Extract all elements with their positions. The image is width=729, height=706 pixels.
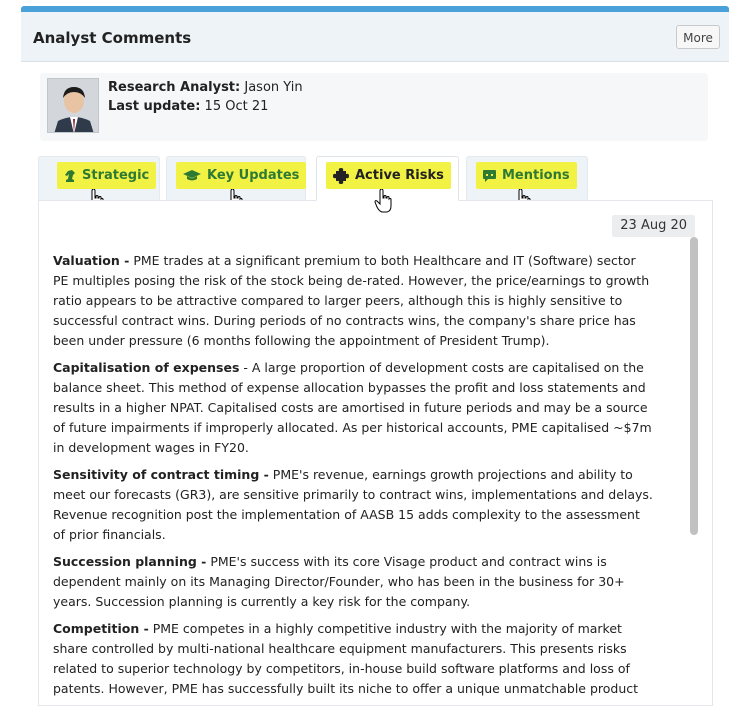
tab-active-risks[interactable] <box>316 156 459 201</box>
graduation-cap-icon <box>183 170 201 182</box>
tab-mentions-label: Mentions <box>502 168 570 183</box>
hand-pointer-icon <box>374 189 392 213</box>
tab-active-risks-label: Active Risks <box>355 168 444 183</box>
puzzle-piece-icon <box>333 168 349 184</box>
risk-paragraph-capitalisation <box>53 358 653 458</box>
risk-paragraph-competition <box>53 619 653 699</box>
risks-text <box>53 251 653 706</box>
risk-heading: Succession planning - <box>53 554 207 569</box>
last-update-line <box>108 99 268 114</box>
content-scrollbar[interactable] <box>690 237 698 535</box>
tab-content-active-risks <box>38 200 713 706</box>
risk-heading: Sensitivity of contract timing - <box>53 467 269 482</box>
analyst-info <box>40 73 708 141</box>
analyst-role-label: Research Analyst: <box>108 80 241 95</box>
risk-text: PME's success with its core Visage product and contract wins is dependent mainly on its Managing Director/Founder, who has been in the business for 30+ years. Succession planning is currently a key risk for the company. <box>53 554 625 609</box>
risk-text: PME competes in a highly competitive industry with the majority of market share controlled by multi-national healthcare equipment manufacturers. This presents risks related to superior technology by competitors, in-house build software platforms and loss of patents. However, PME has successfully built its niche to offer a unique unmatchable product <box>53 621 639 696</box>
avatar <box>47 78 99 133</box>
analyst-name: Jason Yin <box>244 80 303 95</box>
tab-key-updates[interactable] <box>166 156 306 200</box>
tab-strategic[interactable] <box>38 156 160 200</box>
risk-text: PME's revenue, earnings growth projections and ability to meet our forecasts (GR3), are sensitive primarily to contract wins, implementations and delays. Revenue recognition post the implementation of AASB 15 adds complexity to the assessment of prior financials. <box>53 467 653 542</box>
risk-paragraph-succession <box>53 552 653 612</box>
analyst-comments-panel <box>21 6 729 706</box>
tab-key-updates-label: Key Updates <box>207 168 300 183</box>
analyst-photo-icon <box>48 79 99 133</box>
comment-date-badge: 23 Aug 20 <box>612 215 695 237</box>
tab-strategic-label: Strategic <box>82 168 150 183</box>
panel-header <box>21 12 729 62</box>
chess-knight-icon <box>64 169 76 183</box>
tab-mentions-highlight <box>476 162 577 189</box>
risk-heading: Competition - <box>53 621 149 636</box>
last-update-date: 15 Oct 21 <box>204 99 269 114</box>
last-update-label: Last update: <box>108 99 201 114</box>
risk-paragraph-contract-timing <box>53 465 653 545</box>
risk-paragraph-valuation <box>53 251 653 351</box>
analyst-name-line <box>108 80 303 95</box>
risk-heading: Valuation - <box>53 253 130 268</box>
panel-title: Analyst Comments <box>33 29 192 47</box>
risk-heading: Capitalisation of expenses <box>53 360 240 375</box>
tab-active-risks-highlight <box>326 162 451 189</box>
comment-icon <box>483 170 496 182</box>
tab-mentions[interactable] <box>466 156 588 200</box>
risk-text: - A large proportion of development costs are capitalised on the balance sheet. This method of expense allocation bypasses the profit and loss statements and results in a higher NPAT. Capitalised costs are amortised in future periods and may be a source of future impairments if improperly allocated. As per historical accounts, PME capitalised ~$7m in development wages in FY20. <box>53 360 652 455</box>
more-button[interactable]: More <box>676 25 720 49</box>
tab-key-updates-highlight <box>176 162 306 189</box>
risk-text: PME trades at a significant premium to both Healthcare and IT (Software) sector PE multiples posing the risk of the stock being de-rated. However, the price/earnings to growth ratio appears to be attractive compared to larger peers, although this is highly sensitive to successful contract wins. During periods of no contracts wins, the company's share price has been under pressure (6 months following the appointment of President Trump). <box>53 253 650 348</box>
tab-strategic-highlight <box>57 162 156 189</box>
